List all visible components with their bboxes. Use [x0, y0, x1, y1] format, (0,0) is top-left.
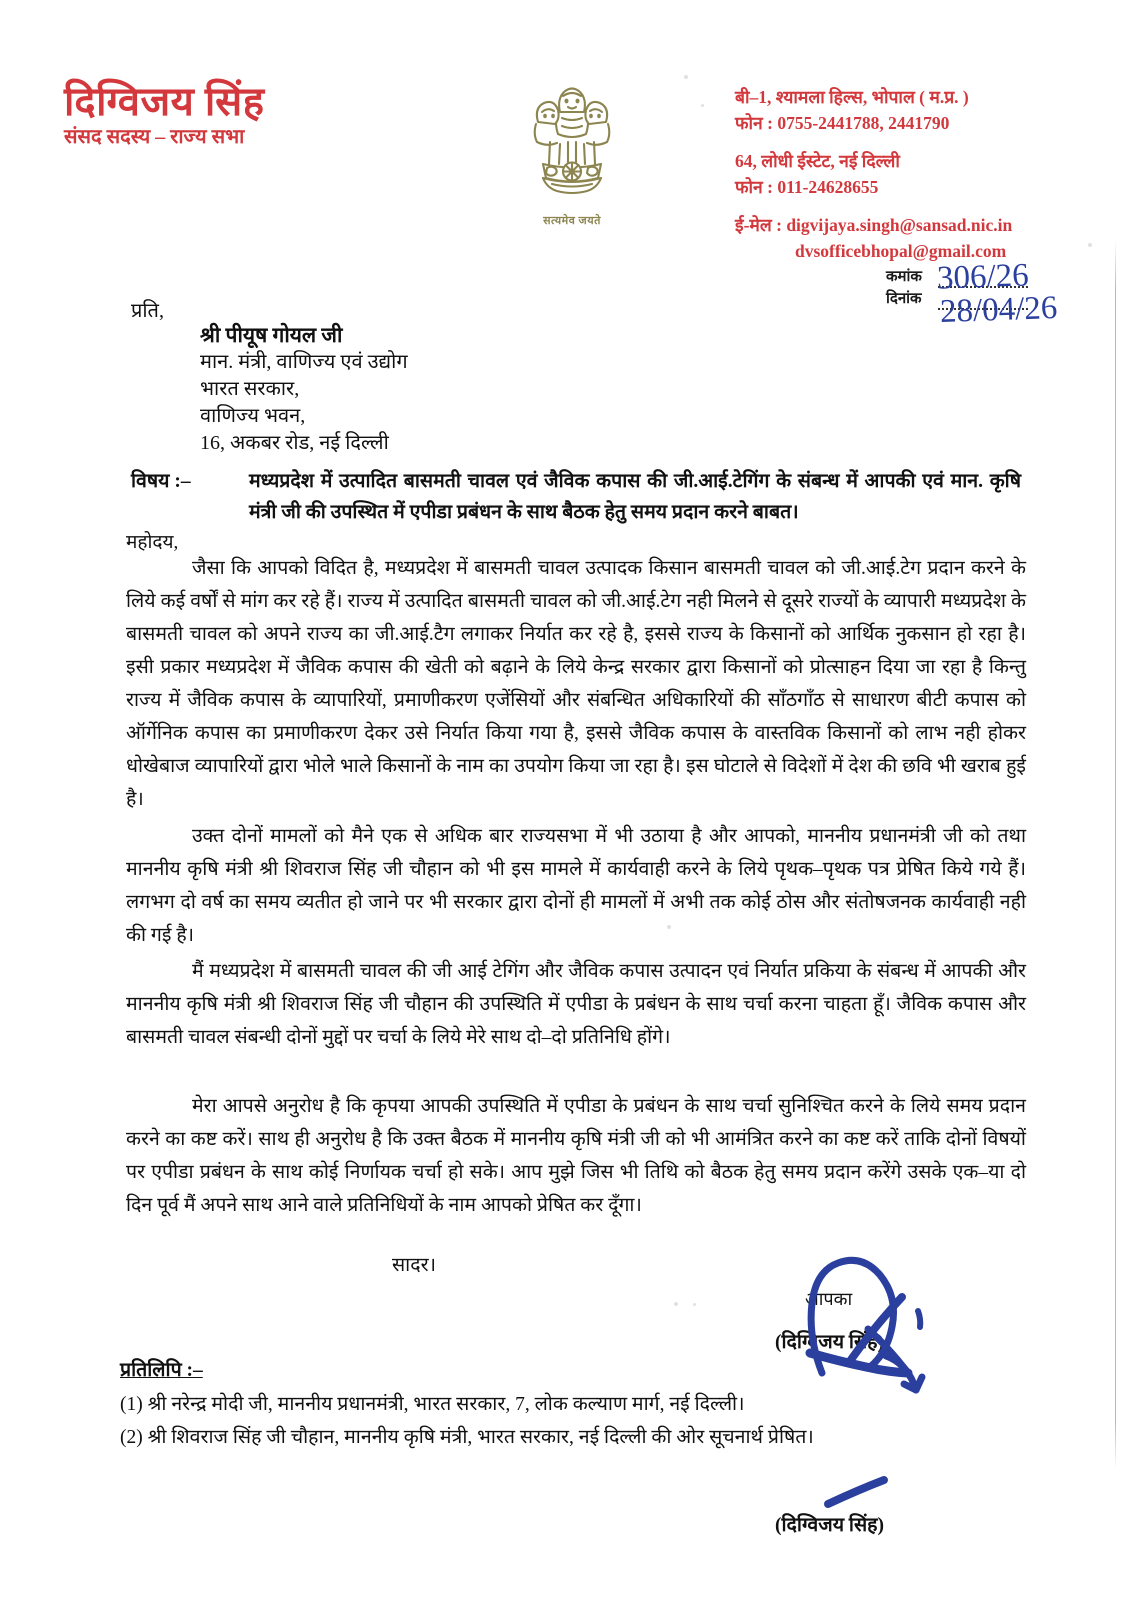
bhopal-phone: फोन : 0755-2441788, 2441790	[735, 113, 950, 133]
email-primary: ई-मेल : digvijaya.singh@sansad.nic.in	[735, 215, 1013, 235]
body-paragraph-2: उक्त दोनों मामलों को मैने एक से अधिक बार राज्यसभा में भी उठाया है और आपको, माननीय प्रधानमंत्री जी को तथा माननीय कृषि मंत्री श्री शिवराज सिंह जी चौहान को भी इस मामले में कार्यवाही करने के लिये पृथक–पृथक पत्र प्रेषित किये गये हैं। लगभग दो वर्ष का समय व्यतीत हो जाने पर भी सरकार द्वारा दोनों ही मामलों में अभी तक कोई ठोस और संतोषजनक कार्यवाही नही की गई है।	[126, 826, 1026, 946]
letterhead-name: दिग्विजय सिंह	[64, 79, 265, 124]
scan-speck	[674, 1302, 678, 1306]
reference-date-value: 28/04/26	[939, 289, 1058, 331]
addressee-block	[200, 322, 408, 457]
copy-to-item: (1) श्री नरेन्द्र मोदी जी, माननीय प्रधानमंत्री, भारत सरकार, 7, लोक कल्याण मार्ग, नई दिल्ली।	[120, 1394, 745, 1415]
email-secondary: dvsofficebhopal@gmail.com	[795, 241, 1007, 261]
scan-speck	[701, 104, 704, 107]
reference-date-label: दिनांक	[886, 291, 922, 307]
closing-sadar: सादर।	[392, 1255, 436, 1276]
scan-margin	[1116, 0, 1132, 1600]
bhopal-address: बी–1, श्यामला हिल्स, भोपाल ( म.प्र. )	[735, 87, 969, 107]
addressee-line-3: वाणिज्य भवन,	[200, 405, 306, 427]
delhi-address: 64, लोधी ईस्टेट, नई दिल्ली	[735, 151, 900, 171]
addressee-line-4: 16, अकबर रोड, नई दिल्ली	[200, 432, 389, 454]
subject-label: विषय :–	[131, 471, 191, 492]
delhi-phone: फोन : 011-24628655	[735, 177, 879, 197]
body-paragraph-4: मेरा आपसे अनुरोध है कि कृपया आपकी उपस्थिति में एपीडा के प्रबंधन के साथ चर्चा सुनिश्चित करने के लिये समय प्रदान करने का कष्ट करें। साथ ही अनुरोध है कि उक्त बैठक में माननीय कृषि मंत्री जी को भी आमंत्रित करने का कष्ट करें ताकि दोनों विषयों पर एपीडा प्रबंधन के साथ कोई निर्णायक चर्चा हो सके। आप मुझे जिस भी तिथि को बैठक हेतु समय प्रदान करेंगे उसके एक–या दो दिन पूर्व मैं अपने साथ आने वाले प्रतिनिधियों के नाम आपको प्रेषित कर दूँगा।	[126, 1096, 1026, 1216]
closing-yours: आपका	[805, 1289, 853, 1309]
scan-speck	[684, 75, 688, 79]
reference-number-value: 306/26	[936, 257, 1030, 297]
subject-text: मध्यप्रदेश में उत्पादित बासमती चावल एवं जैविक कपास की जी.आई.टेगिंग के संबन्ध में आपकी एवं मान. कृषि मंत्री जी की उपस्थित में एपीडा प्रबंधन के साथ बैठक हेतु समय प्रदान करने बाबत।	[249, 471, 1021, 523]
reference-number-label: कमांक	[886, 269, 922, 285]
to-label: प्रति,	[131, 300, 164, 322]
state-emblem-icon	[497, 72, 647, 228]
addressee-line-1: मान. मंत्री, वाणिज्य एवं उद्योग	[200, 351, 408, 373]
subject-block	[131, 466, 1021, 528]
copy-to-heading: प्रतिलिपि :–	[120, 1360, 203, 1381]
signature-name-bottom: (दिग्विजय सिंह)	[775, 1515, 885, 1536]
signature-name: (दिग्विजय सिंह)	[775, 1332, 885, 1353]
scan-speck	[693, 1303, 696, 1306]
addressee-name: श्री पीयूष गोयल जी	[200, 323, 343, 347]
emblem-motto: सत्यमेव जयते	[543, 215, 601, 227]
copy-to-list	[120, 1388, 1020, 1454]
body-paragraph-1: जैसा कि आपको विदित है, मध्यप्रदेश में बासमती चावल उत्पादक किसान बासमती चावल को जी.आई.टेग प्रदान करने के लिये कई वर्षों से मांग कर रहे हैं। राज्य में उत्पादित बासमती चावल को जी.आई.टेग नही मिलने से दूसरे राज्यों के व्यापारी मध्यप्रदेश के बासमती चावल को अपने राज्य का जी.आई.टैग लगाकर निर्यात कर रहे है, इससे राज्य के किसानों को आर्थिक नुकसान हो रहा है। इसी प्रकार मध्यप्रदेश में जैविक कपास की खेती को बढ़ाने के लिये केन्द्र सरकार द्वारा किसानों को प्रोत्साहन दिया जा रहा है किन्तु राज्य में जैविक कपास के व्यापारियों, प्रमाणीकरण एजेंसियों और संबन्धित अधिकारियों की सॉंठगॉंठ से साधारण बीटी कपास को ऑर्गेनिक कपास का प्रमाणीकरण देकर उसे निर्यात किया गया है, इससे जैविक कपास के वास्तविक किसानों को लाभ नही होकर धोखेबाज व्यापारियों द्वारा भोले भाले किसानों के नाम का उपयोग किया जा रहा है। इस घोटाले से विदेशों में देश की छवि भी खराब हुई है।	[126, 558, 1026, 810]
body-paragraph-3: मैं मध्यप्रदेश में बासमती चावल की जी आई टेगिंग और जैविक कपास उत्पादन एवं निर्यात प्रकिया के संबन्ध में आपकी और माननीय कृषि मंत्री श्री शिवराज सिंह जी चौहान की उपस्थिति में एपीडा के प्रबंधन के साथ चर्चा करना चाहता हूँ। जैविक कपास और बासमती चावल संबन्धी दोनों मुद्दों पर चर्चा के लिये मेरे साथ दो–दो प्रतिनिधि होंगे।	[126, 961, 1026, 1048]
copy-to-item: (2) श्री शिवराज सिंह जी चौहान, माननीय कृषि मंत्री, भारत सरकार, नई दिल्ली की ओर सूचनार्थ प्रेषित।	[120, 1427, 814, 1448]
letterhead-designation: संसद सदस्य – राज्य सभा	[64, 126, 245, 148]
scan-speck	[667, 925, 671, 929]
scan-speck	[1088, 243, 1092, 247]
addressee-line-2: भारत सरकार,	[200, 378, 300, 400]
salutation: महोदय,	[126, 532, 179, 553]
contact-block	[735, 84, 1012, 264]
